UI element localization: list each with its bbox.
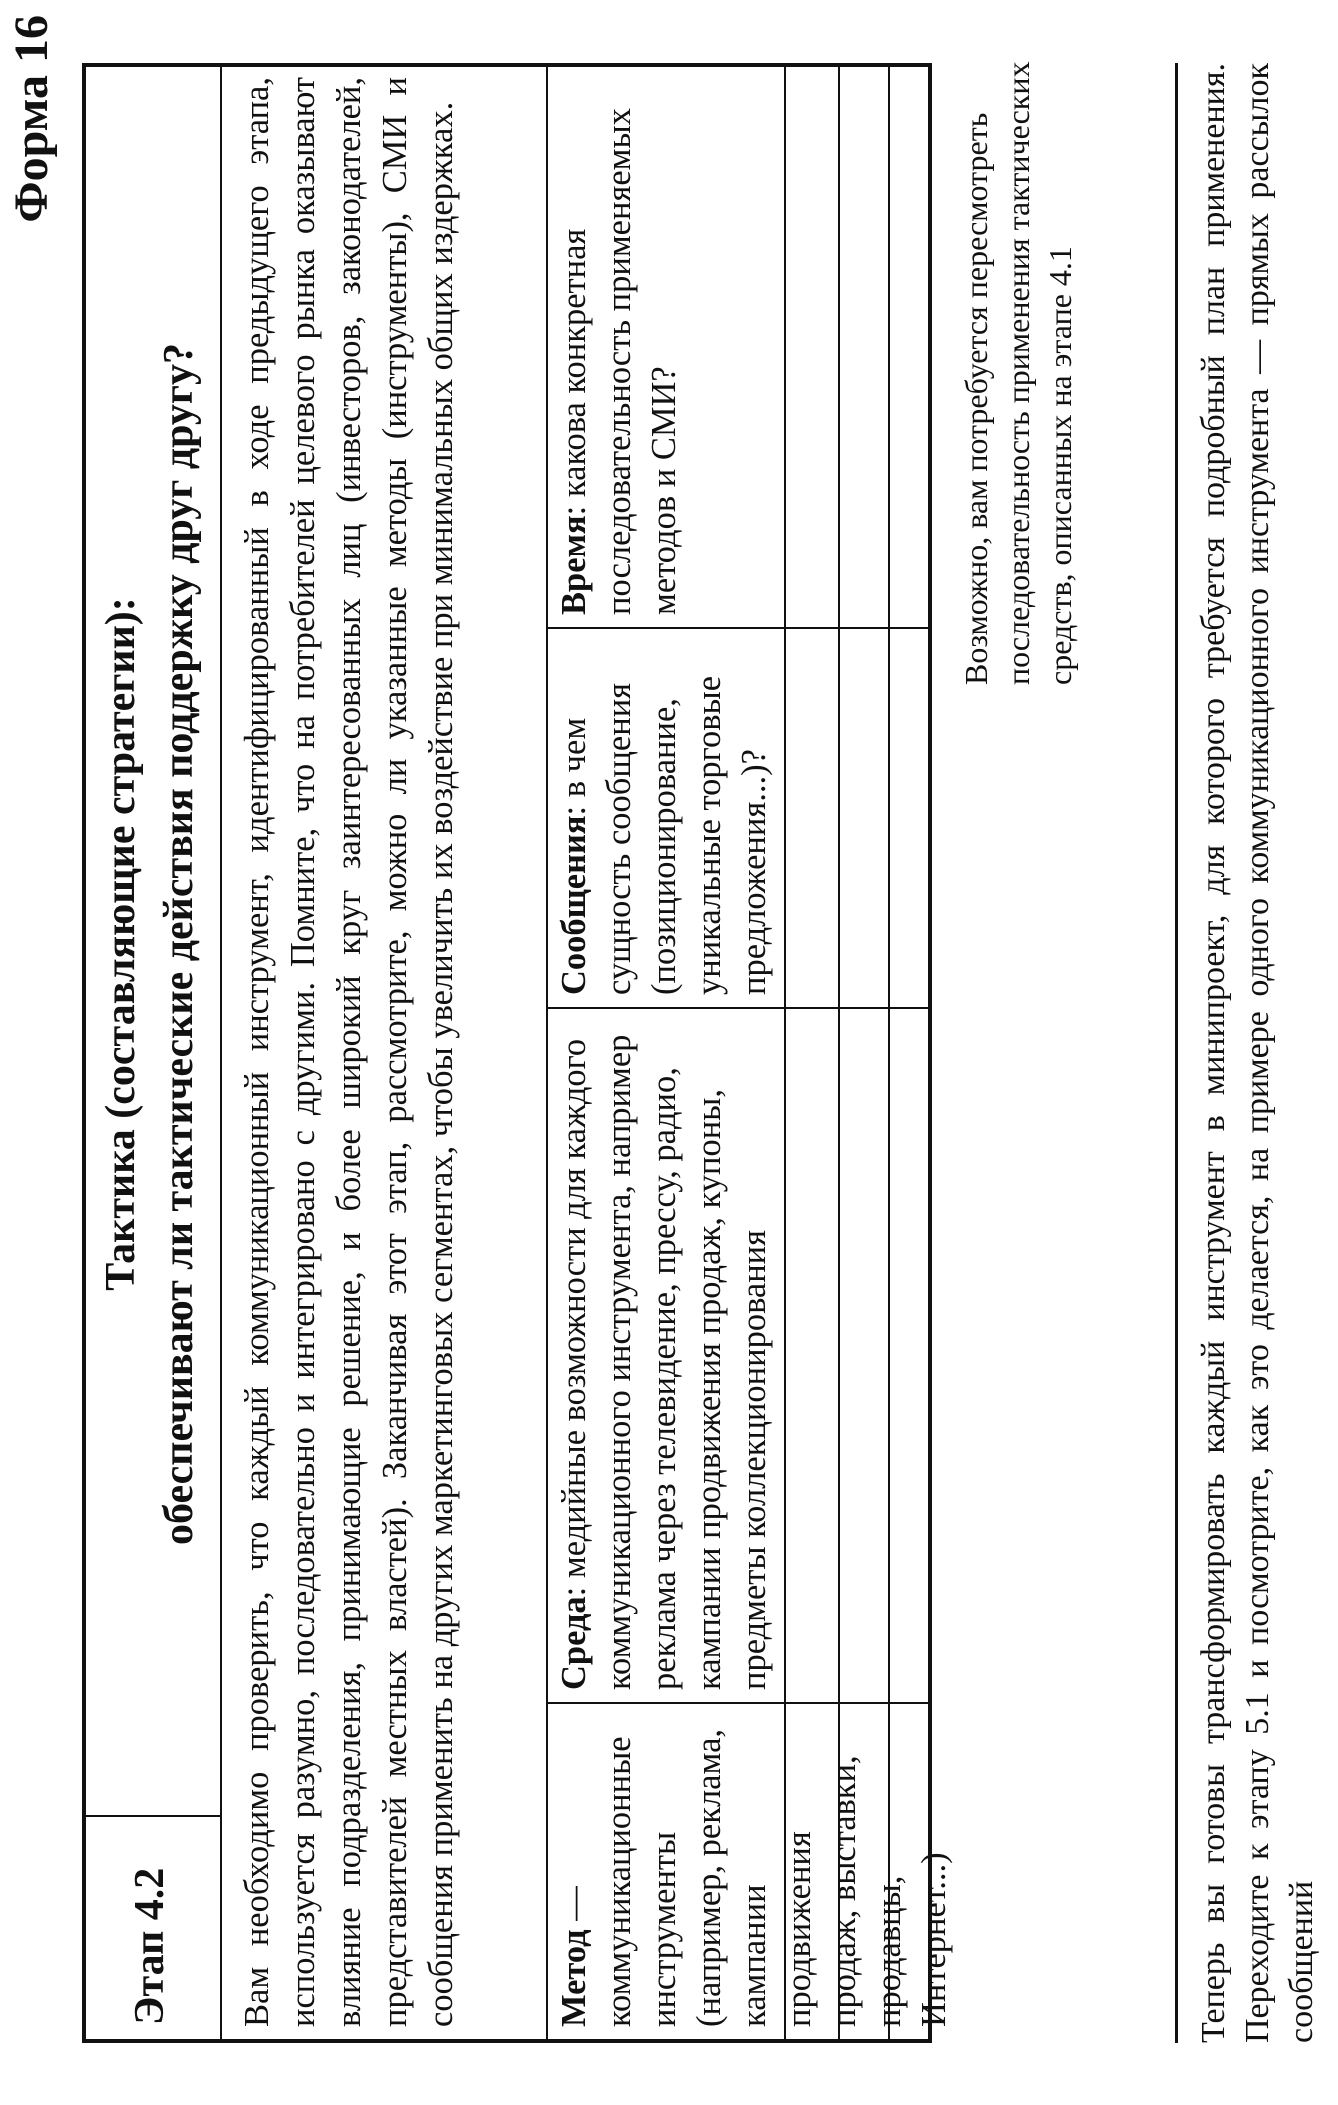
- revision-note: Возможно, вам потребуется пересмотреть последовательность применения тактических средств, описанных на этапе 4.1: [958, 61, 1078, 685]
- footer-paragraph: Теперь вы готовы трансформировать каждый инструмент в минипроект, для которого требуется подробный план применения. Переходите к этапу 5.1 и посмотрите, как это делается, на примере одного коммуникационного инструмента — прямых рассылок сообщений: [1195, 63, 1320, 2043]
- column-messages-term: Сообщения: [555, 815, 593, 995]
- page-title: [92, 79, 208, 1809]
- stage-id: Этап 4.2: [127, 1867, 173, 2025]
- blank-row-divider-2: [888, 67, 890, 2039]
- title-line-1: Тактика (составляющие стратегии):: [98, 597, 144, 1291]
- footer-divider: [1175, 63, 1178, 2043]
- column-messages-desc: : в чем сущность сообщения (позиционирование, уникальные торговые предложения...)?: [555, 675, 773, 995]
- column-timing: [548, 67, 784, 627]
- header-row-divider: [784, 67, 786, 2039]
- intro-paragraph: Вам необходимо проверить, что каждый коммуникационный инструмент, идентифицированный в ходе предыдущего этапа, используется разумно, последовательно и интегрировано с другими. Помните, что на потребителей целевого рынка оказывают влияние подразделения, принимающие решение, и более широкий круг заинтересованных лиц (инвесторов, законодателей, представителей местных властей). Заканчивая этот этап, рассмотрите, можно ли указанные методы (инструменты), СМИ и сообщения применить на других маркетинговых сегментах, чтобы увеличить их воздействие при минимальных общих издержках.: [238, 77, 460, 2027]
- column-timing-term: Время: [555, 515, 593, 615]
- column-method: [548, 1704, 953, 2039]
- stage-cell-divider: [86, 1815, 220, 1817]
- column-media-desc: : медийные возможности для каждого коммуникационного инструмента, например реклама через телевидение, прессу, радио, кампании продвижения продаж, купоны, предметы коллекционирования: [555, 1034, 773, 1690]
- title-row-divider: [220, 67, 222, 2039]
- column-messages: [548, 629, 784, 1007]
- form-number-label: Форма 16: [5, 15, 58, 223]
- blank-row-divider-1: [838, 67, 840, 2039]
- column-timing-desc: : какова конкретная последовательность применяемых методов и СМИ?: [555, 108, 683, 615]
- column-method-desc: — коммуникационные инструменты (например, реклама, кампании продвижения продаж, выставки, продавцы, Интернет...): [555, 1728, 953, 2027]
- tactics-table: [82, 63, 953, 2043]
- title-line-2: обеспечивают ли тактические действия поддержку друг другу?: [156, 343, 202, 1545]
- column-media-term: Среда: [555, 1596, 593, 1690]
- column-method-term: Метод: [555, 1929, 593, 2027]
- column-media: [548, 1009, 784, 1702]
